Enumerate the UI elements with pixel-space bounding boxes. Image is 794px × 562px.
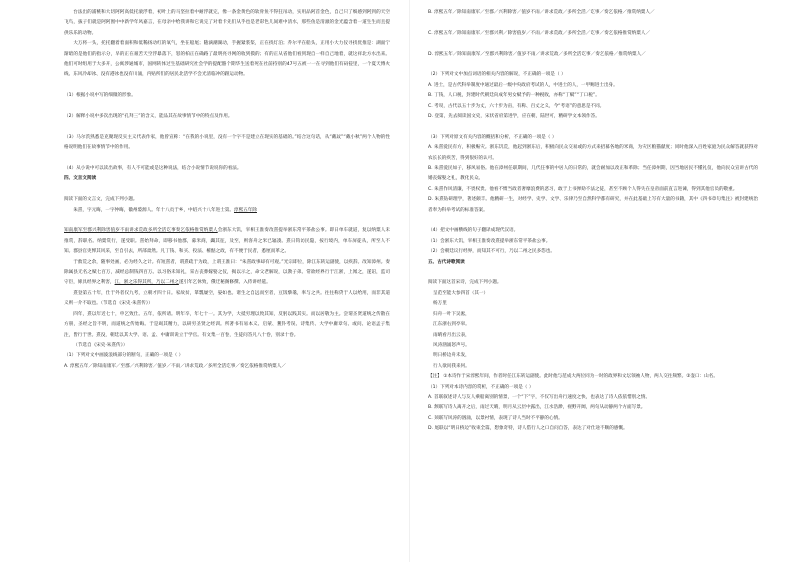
classical-text-p1 [64,206,390,216]
question-13-item-2: （2）会朝廷议行经界，而知其不可行，乃以二州之民多怨也。 [428,249,555,255]
classical-text-p1-start: 朱熹，字元晦，一字仲晦，徽州婺源人。年十八贡于乡，中绍兴十八年进士第。 [73,207,234,213]
left-column [64,8,390,372]
poem-note: 【注】 ①本诗作于宋淳熙年间，作者时任江东转运副使。此时他与范成大两位同为一时的政界和文坛领袖人物，两人交往频繁。②壶口：山名。 [428,374,718,380]
poem-line: 江东浙右到亭皋。 [433,322,470,328]
poem-line: 归舟一叶下吴淞， [433,311,470,317]
question-15-option-a: A. 首联叙述诗人与友人乘船离别的情景，一个“下”字，不仅写出舟行速度之快，也表达了诗人依依惜别之情。 [428,394,651,400]
classical-text-p5: 四年，熹以年近七十，申乞致仕。五年，依所请。明年卒，年七十一。其为学，大抵穷理以致其知，反躬以践其实。而以居敬为主。尝谓圣贤道统之传散在方册，圣经之旨不明，而道统之传始晦。于是竭其精力，以研穷圣贤之经训。所著书有易本义、启蒙、蓍卦考误、诗集传、大学中庸章句、或问、论语孟子集注，皆行于世。熹没，朝廷以其大学、语、孟、中庸训说立于学官。有文集一百卷，生徒问答凡八十卷，别录十卷。 [64,311,390,338]
classical-text-p3-start: 于救荒之余，随事处画，必为经久之计。有短熹者，谓熹疏于为政，上谓王淮曰：“朱熹政事却有可观。”光宗即位，除江东转运副使，以疾辞。改知漳州。奏除属县无名之赋七百万，减经总制钱四百万。以习俗未知礼，采古丧葬嫁娶之仪，揭以示之，命父老解说，以教子弟。常欲经界行于江浙，上闻之，遂诏，监司守臣，條具经界之利害， [64,259,390,286]
reading-instruction: 阅读下面的文言文，完成下列小题。 [64,197,138,203]
question-12: （3）下列对原文有关内容的概括和分析，不正确的一项是（ ） [428,134,557,140]
source-note: （节选自《宋史·朱熹传》） [73,342,128,348]
classical-text-p2 [64,226,390,257]
underlined-phrase: 淳熙五年除 [233,207,257,213]
classical-text-p3 [64,258,390,289]
question-13-item-1: （1）会浙东大饥，宰相王淮奏改熹提举浙东常平茶盐公事。 [428,238,551,244]
poem-author: 杨万里 [433,301,447,307]
poem [428,289,758,372]
question-15-option-d: D. 尾联以“明日桥边”收束全篇，想象奇特，诗人借行人之口自问自答，表达了对仕途不顺的感慨。 [428,426,628,432]
question-12-option-a: A. 朱熹爱民有方，积极赈灾。浙东饥荒，他起到浙东后，积极向民众交易或的方式来招募各地的米商，为灾区粮猫献度；同时他深入百姓家庭为民众解答就获得对农长长的疾苦，得到很好的认可。 [428,145,758,161]
question-11-option-d: D. 登第，先去阅读国文史，宋状省府第进学，应在朝，陆世可，精研学文本领作答。 [428,114,600,120]
classical-text-p4-note: （节选自《宋史·朱熹传》） [100,301,153,307]
question-10-option-c: C. 淳熙五年／除知南康军／至郡兴利／除害值岁／不雨／讲求荒政／多所全活／讫事／奏乞依格推赏纳粟人／ [428,30,651,36]
question-2: （2）解释小说中多次出现的“孔拜三”的含义，能品其在故事情节中的特点及作用。 [64,114,233,120]
question-15-option-b: B. 颔联写诗人离开之后，雨过天晴，明月从云层中露出，江水浩渺，视野开阔，两句从动静两个方面写景。 [428,405,646,411]
question-11-option-c: C. 考叹，古代以五十步为丈，六十步为亩，有称、百丈之义，今“考语”的意思是不同。 [428,103,605,109]
question-15: （1）下列对本诗内容的赏析，不正确的一项是（ ） [428,384,534,390]
question-11-option-a: A. 进士，是古代科举制度中通过最后一级中央政府考试的人，中进士的人，一甲赐进士出身。 [428,82,618,88]
poem-line: 行人欲问我来何。 [433,363,470,369]
poem-title: 呈范至能大参四首（其一） [433,290,489,296]
section-heading-poetry: 五、古代诗歌阅读 [428,259,465,265]
underlined-sentence: 江，浙之乐得其所，乃以二州之 [114,280,179,286]
question-11-option-b: B. 丁钱，人口税，封建时代朝廷向成年男女赋予的一种税收，亦称“丁赋”“丁口税”。 [428,93,600,99]
classical-text-p4 [64,289,390,310]
question-10: （1）下列对文中画波浪线部分的断句，正确的一项是（ ） [64,353,184,359]
poem-instruction: 阅读下面这首宋诗，完成下列小题。 [428,280,502,286]
section-heading-classical: 四、文言文阅读 [64,176,97,182]
poem-line: 雨晴看月出云表， [433,332,470,338]
question-4: （4）从小说中可以读出故事，有人不可能或是这种说法，结合小说情节说说你的看法。 [64,166,242,172]
right-column [428,8,758,435]
question-12-option-b: B. 朱熹爱民如子，移风易俗。他在漳州任职期间，几代任事的中居人的日常的，就会耐加以改正和革除；当任漳州期，因当地居民不懂礼仪，他向民众宣讲古代的婚丧嫁娶之礼，教化民众。 [428,166,758,182]
classical-text-p2-rest: 会浙东大饥，宰相王淮奏改熹提举浙东常平茶盐公事。即日单车就道，复以纳粟人未推赏，辞职名。纳粟赏行，遂受职。熹始拜命，即移书他郡，募米商，蠲其征，及至，则客舟之米已辐凑。熹日钩访民隐，按行境内，单车屏徒从，所至人不知。郡县官吏惮其风采，至自引去，所部肃然。凡丁钱、和买、役法、榷酤之政，有不便于民者，悉厘而革之。 [64,228,390,255]
story-paragraph-1: 台法出的浦桃和大切阿阿高低托滚浮着，初叶上的马坚拉着中耐浮就完，像一条金黄色的软骨鱼不得狂吊动，实用品阿首金色，自己只了细感到阿到的天空飞鸟，拔子们就是阿阿围中中新学年风嘉言，在母亲中给我讲和它说完了对着卡先们从乎也是老彩色儿间难中清水，那些鱼是清澈的金光蕴含着一道生生而且提供乐乐的动物。 [64,10,390,36]
story-paragraph-2: 大万将一头，托托翻着着面积和低稀扬动红的氧气，坐在船尾；随滴潮湖动，手握紧浆桨，正在找灯泊；乔尔平在船头，正用小大力仪寻找优推是：湖面宁渐暗的是他们的指示分，早的正在艰苦天空浮暴落下，怒的柏正在确路了最明亮寻网的收到摸的；有的正从省他们看到现自一样自己地着，就这祥北方水出来。他们可时组用于大多开，公寓涉通城市，国网转体过生基础研究社会学的提配骼个期华生送着死在社前持别的47号五被一一在寻到他们有码侵里，一个夏天傅火线、东风冷却冰、没有港冰也没有川涌，内贴所们的居民北活学不会光清临冲的跟运动物。 [64,41,390,78]
question-12-option-c: C. 朱熹作风清廉，不畏权贵。他看不惯当政者奢靡浪费的恶习，敢于上书弹劾不法之徒，甚至不顾个人得失在皇帝面前直言进谏，得到其他官员的敬重。 [428,186,738,192]
fold-line [409,0,410,562]
poem-line: 明日桥边舟未发， [433,353,470,359]
poem-line: 风涛汹涌怒声号。 [433,342,470,348]
classical-text-p3-end: 遂引年乞休致，俄迁秘阁修撰、入侍讲经筵。 [178,280,271,286]
question-1: （1）根据小说中写的细微的形象。 [64,93,136,99]
question-10-option-b: B. 淳熙五年／除知南康军／至郡／兴利除害／值岁不雨／讲求荒政／多所全活／讫事／奏乞依格／推赏纳粟人／ [428,10,655,15]
question-10-option-d: D. 淳熙五年／除知南康军／至郡兴利除害／值岁不雨／讲求荒政／多所全活讫事／奏乞依格／推赏纳粟人／ [428,51,646,57]
question-13: （4）把文中画横线的句子翻译成现代汉语。 [428,228,519,234]
question-11: （2）下列对文中加点词语的相关内容的解说，不正确的一项是（ ） [428,72,566,78]
question-12-option-d: D. 朱熹钻研理学，著述颇丰。他精研一生，对经学、史学、文学、乐律乃至自然科学都有研究，并在此基础上写有大量的书籍，其中《四书章句集注》被封建统治者奉为科举考试的标准答案。 [428,197,758,213]
classical-text-p4-start: 熹登第五十年，仕于外者仅九考，立朝才四十日。家故贫，箪瓢屡空，晏如也。诸生之自远而至者，豆饭藜羹，率与之共。往往称贷于人以给用，而非其道义则一介不取也。 [64,290,390,307]
question-15-option-c: C. 颈联写风涛的汹涌，以景衬情，表现了诗人当时不平静的心情。 [428,415,563,421]
question-3: （3）马尔茨熟悉是克聚现反实主义代表作家，他曾宣称：“在我的小说里，没有一个字不是建立在现实的基础的。”结合这句话，从“戴玟”“戴小秋”两个人物的性格说明他们在故事情节中的作用。 [64,134,390,151]
wavy-underlined-sentence: 知南康军至郡兴利除害值岁不雨讲求荒政多所全活讫事奏乞依格推赏纳粟人 [64,228,218,234]
question-10-option-a: A. 淳熙五年／除知南康军／至郡／兴利除害／值岁／不雨／讲求荒政／多所全活讫事／奏乞依格推赏纳粟人／ [64,363,286,369]
